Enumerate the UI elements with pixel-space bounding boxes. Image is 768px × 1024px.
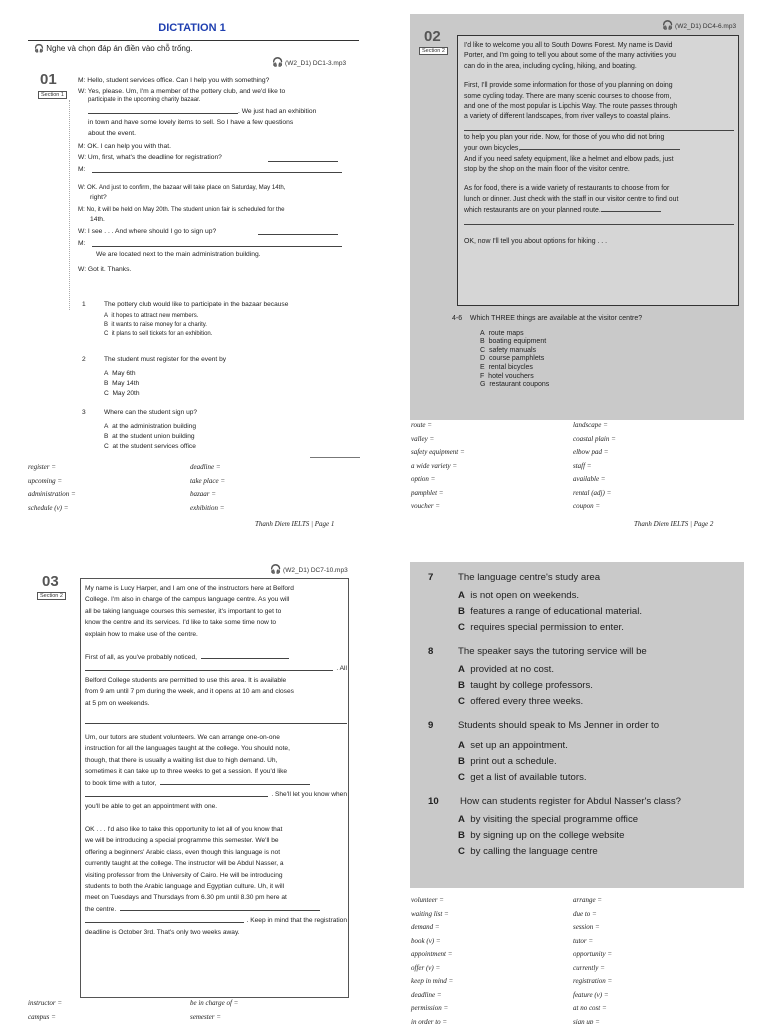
question-stem: Where can the student sign up? — [104, 409, 198, 416]
page1-title: DICTATION 1 — [158, 22, 226, 34]
option[interactable]: A provided at no cost. — [458, 664, 555, 675]
dialogue-line: We are located next to the main administration building. — [96, 251, 261, 258]
option[interactable]: B features a range of educational material. — [458, 606, 643, 617]
page3-transcript: My name is Lucy Harper, and I am one of the instructors here at Belford College. I'm also in charge of the campus language centre. As you will all be taking language courses this semester, it's important to get to know the centre and its services. I'd like to take some time now to explain how to make use of the centre. First of all, as you've probably noticed, . All Belford College students are permitted to use this area. It is available from 9 am until 7 pm during the week, and it opens at 10 am and closes at 5 pm on weekends. Um, our tutors are student volunteers. We can arrange one-on-one instruction for all the languages taught at the college. You should note, though, that there is usually a waiting list due to high demand. Uh, sometimes it can take up to three weeks to get a session. If you'd like to book time with a tutor, . She'll let you know when you'll be able to get an appointment with one. OK . . . I'd also like to take this opportunity to let all of you know that we will be introducing a special programme this semester. We'll be offering a beginners' Arabic class, even though this language is not currently taught at the college. The instructor will be Abdul Nasser, a visiting professor from the University of Cairo. He will be introducing students to both the Arabic language and Egyptian culture. Uh, it will meet on Tuesdays and Thursdays from 6.30 pm until 8.30 pm here at the centre. . Keep in mind that the registration deadline is October 3rd. That's only two weeks away. — [85, 585, 347, 936]
option[interactable]: D course pamphlets — [480, 355, 545, 363]
answer-blank[interactable] — [258, 234, 338, 235]
option[interactable]: A May 6th — [104, 370, 136, 377]
answer-blank[interactable] — [85, 663, 333, 671]
dialogue-line: about the event. — [88, 130, 136, 137]
question-stem: How can students register for Abdul Nasser's class? — [460, 796, 681, 807]
option[interactable]: A by visiting the special programme office — [458, 814, 639, 825]
dialogue-line: M: OK. I can help you with that. — [78, 143, 171, 150]
page4-vocab-left: volunteer = waiting list = demand = book (v) = appointment = offer (v) = keep in mind = deadline = permission = in order to = — [411, 896, 454, 1024]
option[interactable]: B boating equipment — [480, 338, 547, 346]
page2-item-number: 02 — [424, 28, 441, 45]
page4-questions — [410, 572, 744, 882]
option[interactable]: E rental bicycles — [480, 363, 533, 371]
dialogue-line: W: Got it. Thanks. — [78, 266, 132, 273]
option[interactable]: C requires special permission to enter. — [458, 622, 624, 633]
option[interactable]: A route maps — [480, 329, 524, 337]
question-stem: Students should speak to Ms Jenner in order to — [458, 720, 660, 731]
option[interactable]: B May 14th — [104, 380, 140, 387]
option[interactable]: A it hopes to attract new members. — [104, 313, 199, 319]
option[interactable]: C it plans to sell tickets for an exhibition. — [104, 331, 213, 337]
option[interactable]: C May 20th — [104, 390, 140, 397]
headphone-icon: 🎧 — [270, 564, 282, 574]
page1-item-number: 01 — [40, 71, 57, 88]
dialogue-line: W: I see . . . And where should I go to sign up? — [78, 228, 217, 235]
question-9: 9 Students should speak to Ms Jenner in order to — [428, 720, 660, 731]
question-7: 7 The language centre's study area — [428, 572, 601, 583]
option[interactable]: B print out a schedule. — [458, 756, 557, 767]
page1-instruction: 🎧 Nghe và chọn đáp án điền vào chỗ trống. — [34, 44, 193, 53]
page2-section-badge: Section 2 — [419, 47, 448, 55]
question-stem: 4-6 Which THREE things are available at the visitor centre? — [452, 315, 643, 322]
page1-margin — [30, 100, 70, 310]
option[interactable]: B by signing up on the college website — [458, 830, 625, 841]
page2-footer: Thanh Diem IELTS | Page 2 — [634, 520, 714, 528]
page2-vocab-left: route = valley = safety equipment = a wide variety = option = pamphlet = voucher = — [411, 421, 465, 510]
page4-vocab-right: arrange = due to = session = tutor = opportunity = currently = registration = feature (v) = at no cost = sign up = — [573, 896, 613, 1024]
page1-vocab-left: register = upcoming = administration = schedule (v) = — [28, 463, 76, 512]
dialogue-line: M: Hello, student services office. Can I help you with something? — [78, 77, 270, 84]
page3-vocab-right: be in charge of = semester = — [190, 999, 239, 1021]
option[interactable]: C by calling the language centre — [458, 846, 598, 857]
page1-footer: Thanh Diem IELTS | Page 1 — [255, 520, 335, 528]
page1-questions: 1 The pottery club would like to participate in the bazaar because A it hopes to attract new members. B it wants to raise money for a charity. C it plans to sell tickets for an exhibition. 2 The student must register for the event by A May 6th B May 14th C May 20th 3 Where can the student sign up? A at the administration building B at the student union building C at the student services office — [82, 301, 289, 450]
dialogue-line: 14th. — [90, 216, 105, 223]
answer-blank[interactable] — [120, 904, 320, 911]
dialogue-line: . We just had an exhibition — [238, 108, 317, 115]
page1-audio-label[interactable]: 🎧 (W2_D1) DC1-3.mp3 — [272, 57, 347, 67]
headphone-icon: 🎧 — [662, 20, 674, 30]
answer-blank[interactable] — [464, 123, 734, 131]
page1-dialogue — [78, 76, 348, 296]
question-stem: The language centre's study area — [458, 572, 601, 583]
question-10: 10 How can students register for Abdul Nasser's class? — [428, 796, 681, 807]
dialogue-line: M: — [78, 240, 86, 247]
page3-transcript-box — [80, 578, 349, 998]
option[interactable]: G restaurant coupons — [480, 381, 550, 389]
page2-audio-label[interactable]: 🎧 (W2_D1) DC4-6.mp3 — [662, 20, 737, 30]
answer-blank[interactable] — [85, 789, 268, 797]
page2-transcript: I'd like to welcome you all to South Downs Forest. My name is David Porter, and I'm going to tell you about some of the many activities you can do in the area, including cycling, hiking, and boating. First, I'll provide some information for those of you planning on doing some cycling today. There are many scenic courses to choose from, and one of the most popular is Lipchis Way. The route passes through a variety of different landscapes, from river valleys to coastal plains. to help you plan your ride. Now, for those of you who did not bring your own bicycles, And if you need safety equipment, like a helmet and elbow pads, just stop by the shop on the main floor of the visitor centre. As for food, there is a wide variety of restaurants to choose from for lunch or dinner. Just check with the staff in our visitor centre to find out which restaurants are on your planned route. OK, now I'll tell you about options for hiking . . . — [464, 41, 734, 247]
answer-blank[interactable] — [92, 246, 342, 247]
answer-blank[interactable] — [464, 217, 734, 225]
answer-blank[interactable] — [520, 143, 680, 150]
option[interactable]: A is not open on weekends. — [458, 590, 580, 601]
dialogue-line: M: No, it will be held on May 20th. The student union fair is scheduled for the — [78, 206, 285, 213]
headphone-icon: 🎧 — [34, 44, 47, 53]
page2-vocab-right: landscape = coastal plain = elbow pad = staff = available = rental (adj) = coupon = — [573, 421, 616, 510]
dialogue-line: W: Um, first, what's the deadline for registration? — [78, 154, 222, 161]
dialogue-line: in town and have some lovely items to sell. So I have a few questions — [88, 119, 294, 126]
page3-item-number: 03 — [42, 573, 59, 590]
question-stem: The pottery club would like to participate in the bazaar because — [104, 301, 289, 308]
page2-question — [452, 315, 732, 390]
dialogue-line: W: Yes, please. Um, I'm a member of the pottery club, and we'd like to — [78, 88, 286, 95]
page3-vocab-left: instructor = campus = — [28, 999, 63, 1021]
page3-section-badge: Section 2 — [37, 592, 66, 600]
answer-blank[interactable] — [88, 113, 238, 114]
dialogue-line: M: — [78, 166, 86, 173]
answer-blank[interactable] — [85, 915, 244, 923]
option[interactable]: C at the student services office — [104, 443, 196, 450]
answer-blank[interactable] — [92, 172, 342, 173]
dialogue-line: participate in the upcoming charity bazaar. — [88, 97, 201, 103]
dialogue-line: W: OK. And just to confirm, the bazaar will take place on Saturday, May 14th, — [78, 184, 286, 191]
option[interactable]: C get a list of available tutors. — [458, 772, 587, 783]
answer-blank[interactable] — [160, 778, 310, 785]
option-list — [452, 324, 732, 390]
headphone-icon: 🎧 — [272, 57, 284, 67]
answer-blank[interactable] — [268, 161, 338, 162]
answer-blank[interactable] — [601, 205, 661, 212]
dialogue-line: right? — [90, 194, 107, 201]
option[interactable]: B it wants to raise money for a charity. — [104, 322, 207, 328]
title-rule — [28, 40, 359, 41]
question-stem: The speaker says the tutoring service will be — [458, 646, 647, 657]
option[interactable]: F hotel vouchers — [480, 372, 534, 380]
option[interactable]: B taught by college professors. — [458, 680, 593, 691]
option[interactable]: A set up an appointment. — [458, 740, 568, 751]
answer-blank[interactable] — [201, 652, 289, 659]
option[interactable]: A at the administration building — [104, 423, 197, 430]
question-stem: The student must register for the event by — [104, 356, 227, 363]
answer-blank[interactable] — [85, 715, 347, 724]
page1-vocab-right: deadline = take place = bazaar = exhibition = — [190, 463, 226, 512]
page3-audio-label[interactable]: 🎧 (W2_D1) DC7-10.mp3 — [270, 564, 348, 574]
page2-transcript-box — [457, 35, 739, 306]
option[interactable]: B at the student union building — [104, 433, 195, 440]
page1-section-badge: Section 1 — [38, 91, 67, 99]
question-8: 8 The speaker says the tutoring service will be — [428, 646, 647, 657]
divider — [310, 457, 360, 458]
option[interactable]: C safety manuals — [480, 346, 537, 354]
option[interactable]: C offered every three weeks. — [458, 696, 584, 707]
